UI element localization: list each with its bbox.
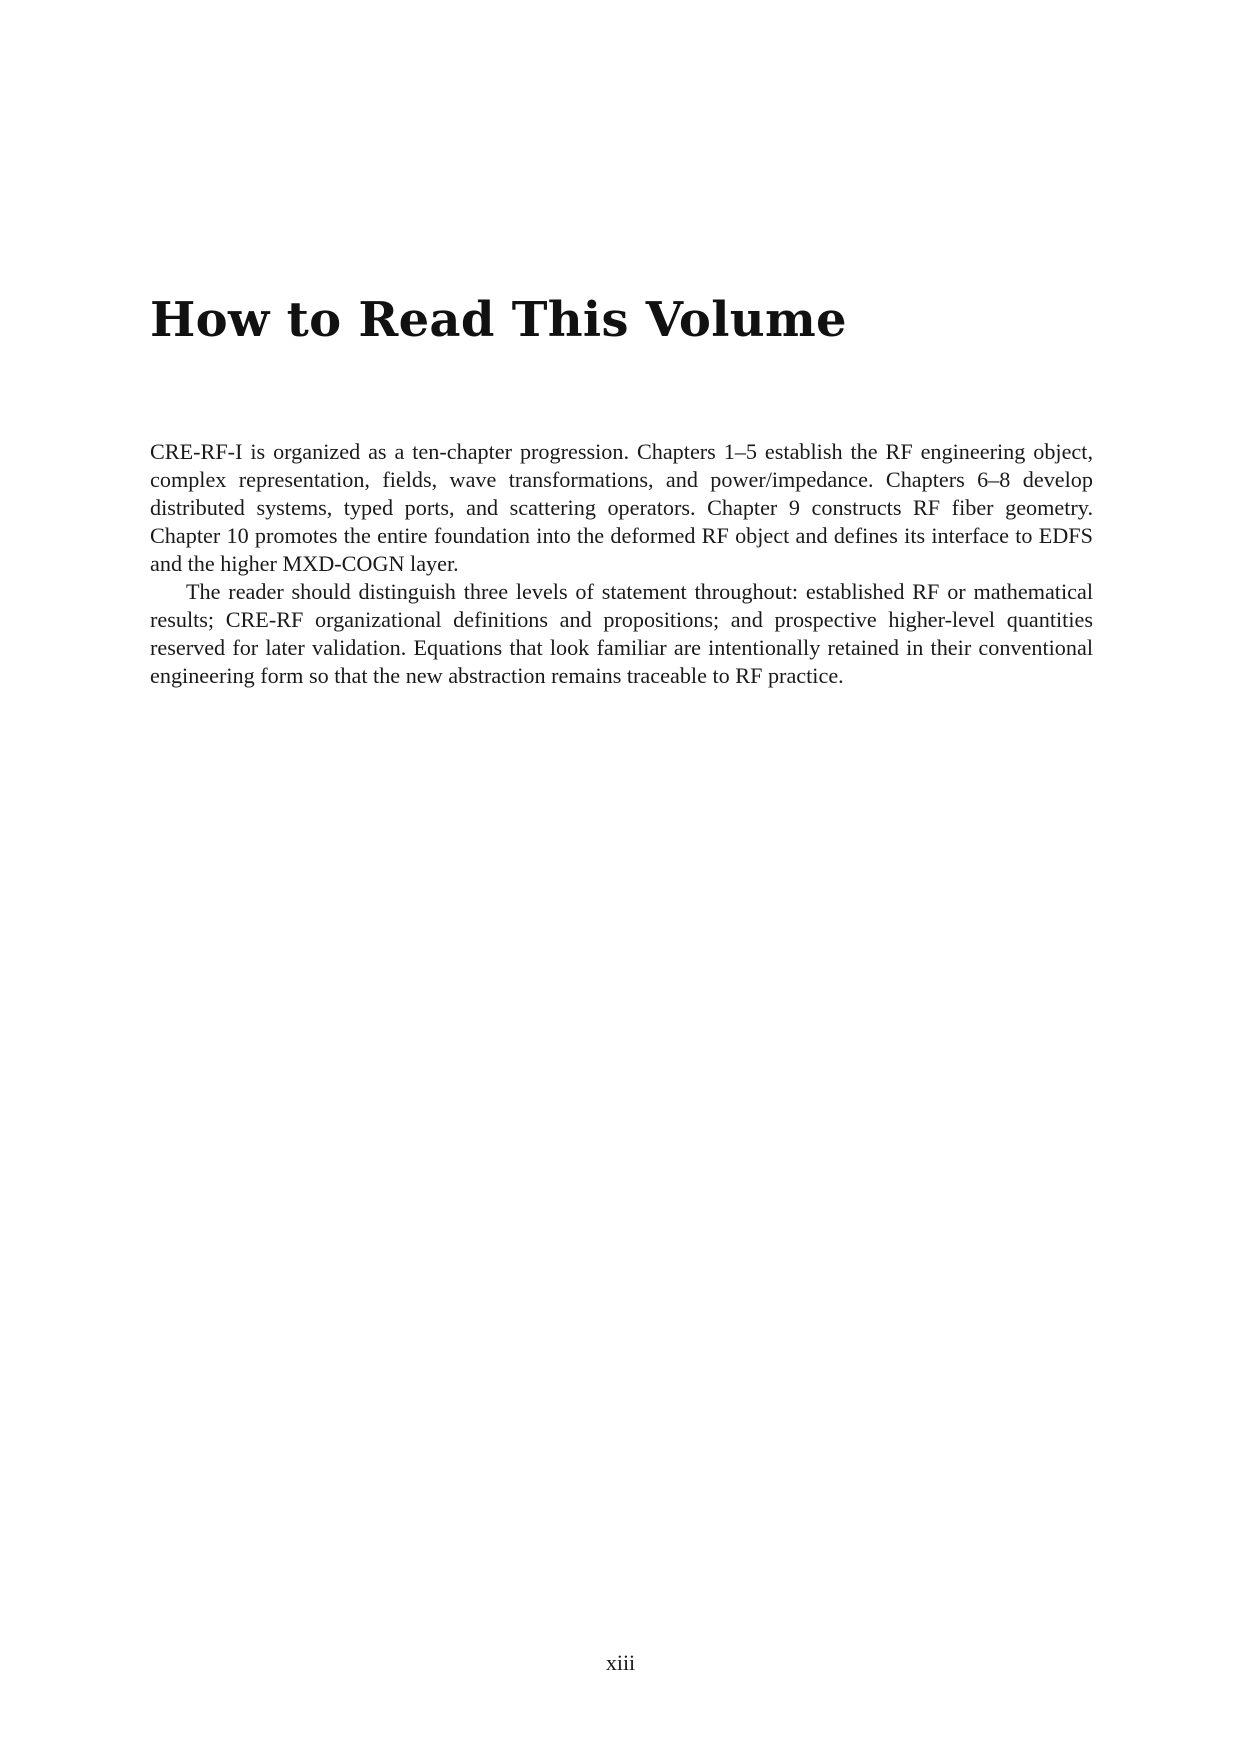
paragraph-overview: CRE-RF-I is organized as a ten-chapter progression. Chapters 1–5 establish the RF engineering object, complex representation, fields, wave transformations, and power/impedance. Chapters 6–8 develop distributed systems, typed ports, and scattering operators. Chapter 9 constructs RF fiber geometry. Chapter 10 promotes the entire foundation into the deformed RF object and defines its interface to EDFS and the higher MXD-COGN layer. xyxy=(150,439,1093,576)
paragraph-levels-of-statement: The reader should distinguish three levels of statement throughout: established RF or mathematical results; CRE-RF organizational definitions and propositions; and prospective higher-level quantities reserved for later validation. Equations that look familiar are intentionally retained in their conventional engineering form so that the new abstraction remains traceable to RF practice. xyxy=(150,579,1093,688)
page-number: xiii xyxy=(605,1650,636,1675)
body-text xyxy=(150,438,1093,690)
chapter-title: How to Read This Volume xyxy=(150,292,847,348)
